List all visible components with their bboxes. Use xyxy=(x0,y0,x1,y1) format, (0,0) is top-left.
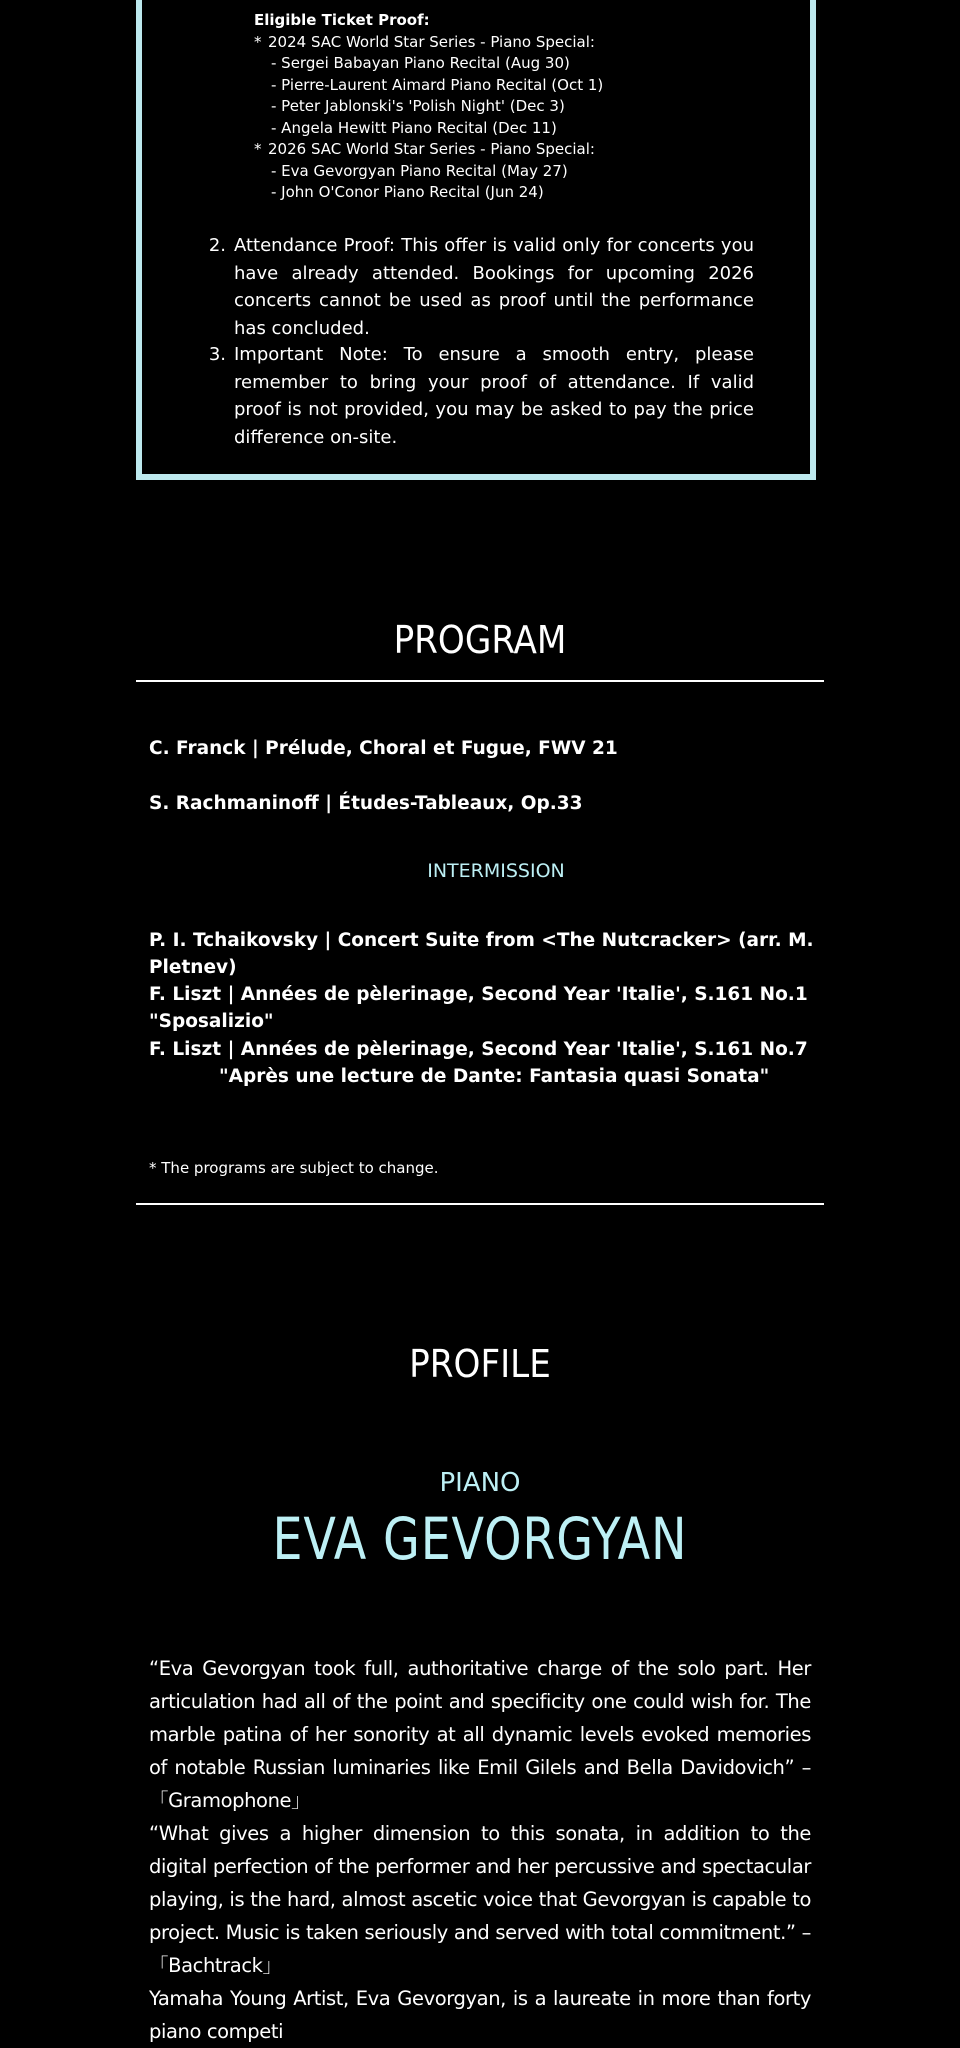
program-work: C. Franck | Prélude, Choral et Fugue, FWV 21 xyxy=(149,738,618,759)
proof-item: - Sergei Babayan Piano Recital (Aug 30) xyxy=(271,54,570,72)
program-bottom-divider xyxy=(136,1203,824,1205)
program-top-divider xyxy=(136,680,824,682)
artist-bio: Yamaha Young Artist, Eva Gevorgyan, is a laureate in more than forty piano competi xyxy=(149,1987,811,2043)
proof-series: * 2024 SAC World Star Series - Piano Special: xyxy=(254,32,595,51)
list-text: Important Note: To ensure a smooth entry, please remember to bring your proof of attendance. If valid proof is not provided, you may be asked to pay the price difference on-site. xyxy=(234,344,754,448)
program-work-line: F. Liszt | Années de pèlerinage, Second Year 'Italie', S.161 No.7 xyxy=(149,1039,808,1060)
intermission-label: INTERMISSION xyxy=(427,860,565,882)
proof-item: - Eva Gevorgyan Piano Recital (May 27) xyxy=(271,161,568,180)
eligible-ticket-proof xyxy=(254,10,774,204)
proof-series: * 2026 SAC World Star Series - Piano Special: xyxy=(254,140,595,158)
press-quote: “What gives a higher dimension to this sonata, in addition to the digital perfection of the performer and her percussive and spectacular playing, is the hard, almost ascetic voice that Gevorgyan is capable to project. Music is taken seriously and served with total commitment.” – 「Bachtrack」 xyxy=(149,1822,811,1977)
program-work: P. I. Tchaikovsky | Concert Suite from <The Nutcracker> (arr. M. Pletnev) xyxy=(149,930,814,978)
list-text: Attendance Proof: This offer is valid only for concerts you have already attended. Bookings for upcoming 2026 concerts cannot be used as proof until the performance has concluded. xyxy=(234,235,754,339)
proof-heading: Eligible Ticket Proof: xyxy=(254,11,430,29)
profile-title: PROFILE xyxy=(409,1342,551,1386)
proof-item: - Peter Jablonski's 'Polish Night' (Dec 3) xyxy=(271,97,565,115)
program-work-subtitle: "Après une lecture de Dante: Fantasia quasi Sonata" xyxy=(219,1066,770,1087)
press-quote: “Eva Gevorgyan took full, authoritative charge of the solo part. Her articulation had all of the point and specificity one could wish for. The marble patina of her sonority at all dynamic levels evoked memories of notable Russian luminaries like Emil Gilels and Bella Davidovich” – 「Gramophone」 xyxy=(149,1657,811,1812)
proof-item: - John O'Conor Piano Recital (Jun 24) xyxy=(271,183,544,201)
program-work xyxy=(149,1036,829,1090)
artist-role: PIANO xyxy=(439,1468,521,1498)
program-title: PROGRAM xyxy=(393,618,567,662)
artist-name: EVA GEVORGYAN xyxy=(272,1505,688,1573)
list-number: 3. xyxy=(208,344,226,365)
list-number: 2. xyxy=(208,235,226,256)
program-work: F. Liszt | Années de pèlerinage, Second Year 'Italie', S.161 No.1 "Sposalizio" xyxy=(149,984,808,1032)
program-work: S. Rachmaninoff | Études-Tableaux, Op.33 xyxy=(149,793,583,814)
proof-item: - Pierre-Laurent Aimard Piano Recital (Oct 1) xyxy=(271,75,604,94)
proof-item: - Angela Hewitt Piano Recital (Dec 11) xyxy=(271,118,557,137)
program-note: * The programs are subject to change. xyxy=(149,1159,439,1177)
